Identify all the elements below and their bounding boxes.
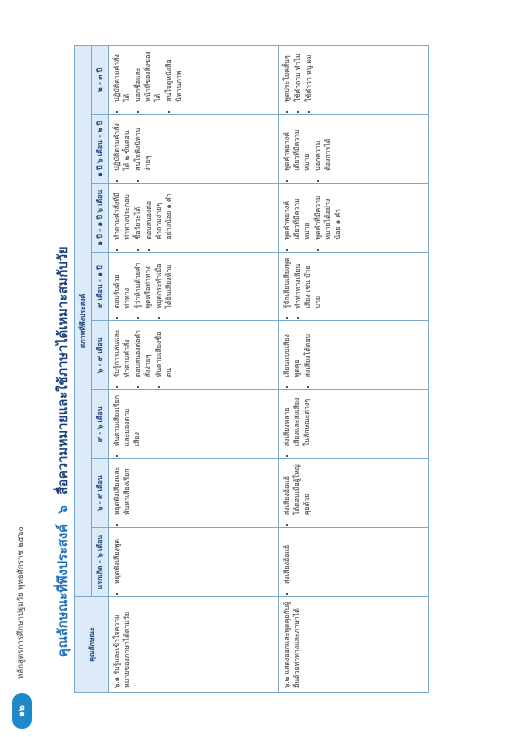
- stage-item: • บอกชื่อและหน้าที่ของสิ่งของได้: [133, 50, 163, 102]
- stage-item: • รู้ว่าห้ามด้วยคำพูดหรือท่าทาง: [133, 257, 153, 309]
- stage-item: • เลียนแบบเสียงพูดคุย: [282, 326, 302, 378]
- stage-cell: [109, 459, 279, 528]
- stage-item: • รับรู้การเล่นและทำตามคำสั่ง: [112, 326, 132, 378]
- page-title: [52, 246, 73, 657]
- stage-item: • พูดประโยคสั้นๆ: [282, 50, 292, 102]
- development-table: [74, 45, 429, 693]
- stage-item: • หันตามเสียงเรียกและมองตามเสียง: [112, 394, 142, 446]
- stage-cell: [279, 390, 429, 459]
- stage-item: • หยุดฟังเสียงและหันหาเสียงเรียก: [112, 463, 132, 515]
- stage-cell: [279, 321, 429, 390]
- header-feature: คุณลักษณะ: [75, 597, 109, 693]
- stage-item: • ใช้คำว่า หนู ผม: [304, 50, 314, 102]
- stage-item: • ตอบรับด้วยท่าทาง: [112, 257, 132, 309]
- stage-cell: [279, 252, 429, 321]
- age-header: ๙ - ๖ เดือน: [92, 390, 109, 459]
- stage-item: • หยุดกระทำเมื่อได้ยินเสียงห้าม: [154, 257, 174, 309]
- stage-cell: [109, 321, 279, 390]
- title-prefix: คุณลักษณะที่พึงประสงค์: [56, 524, 71, 657]
- stage-item: • ปฏิบัติตามคำสั่งได้: [112, 50, 132, 102]
- stage-cell: [109, 252, 279, 321]
- feature-cell: ๖.๑ รับรู้และเข้าใจความหมายของภาษาได้ตามวัย: [109, 597, 279, 693]
- stage-item: • ทำท่าทางเลียนเสียง เช่น บ๊ายบาย: [293, 257, 323, 309]
- stage-item: • ชี้อวัยวะได้: [133, 188, 143, 240]
- stage-cell: [109, 183, 279, 252]
- stage-item: • พูดคำที่มีความหมายได้อย่างน้อย ๑ คำ: [313, 188, 343, 240]
- stage-item: • ส่งเสียงโต้ตอบ: [303, 326, 313, 378]
- age-header: ๖ - ๙ เดือน: [92, 321, 109, 390]
- age-header: ๖ - ๙ เดือน: [92, 459, 109, 528]
- stage-item: • ส่งเสียงหลายเสียงและส่งเสียงในลักษณะต่างๆ: [282, 394, 312, 446]
- stage-item: • พูดคำพยางค์เดียวที่มีความหมาย: [282, 188, 312, 240]
- stage-item: • สนใจดูหนังสือนิทานภาพ: [164, 50, 184, 102]
- title-rest: สื่อความหมายและใช้ภาษาได้เหมาะสมกับวัย: [56, 246, 71, 495]
- page-footer: [0, 0, 44, 737]
- stage-item: • พูดคำพยางค์เดียวที่มีความหมาย: [282, 119, 312, 171]
- table-row: [109, 46, 279, 693]
- stage-cell: [109, 114, 279, 183]
- stage-item: • ส่งเสียงอ้อแอ้: [282, 532, 292, 584]
- age-header: ๑ ปี ๖ เดือน - ๒ ปี: [92, 114, 109, 183]
- stage-item: • ใช้คำถาม ทำไม: [293, 50, 303, 102]
- stage-cell: [109, 390, 279, 459]
- title-number: ๖: [56, 505, 71, 514]
- stage-item: • ส่งเสียงอ้อแอ้โต้ตอบเมื่อผู้ใหญ่คุยด้วย: [282, 463, 312, 515]
- feature-cell: ๖.๒ แสดงออกและพูดคุยกับผู้อื่นด้วยท่าทางและภาษาได้: [279, 597, 429, 693]
- age-header: ๒ - ๓ ปี: [92, 46, 109, 115]
- header-group: สภาพที่พึงประสงค์: [75, 46, 92, 597]
- age-header: แรกเกิด - ๖ เดือน: [92, 528, 109, 597]
- stage-item: • รู้จักเลียนเสียงพูด: [282, 257, 292, 309]
- age-header: ๑ ปี - ๑ ปี ๖ เดือน: [92, 183, 109, 252]
- age-header: ๙ เดือน - ๑ ปี: [92, 252, 109, 321]
- page-number-badge: ๑๒: [12, 693, 32, 729]
- stage-cell: [109, 528, 279, 597]
- stage-cell: [109, 46, 279, 115]
- stage-cell: [279, 46, 429, 115]
- stage-item: • ปฏิบัติตามคำสั่งได้ ๒ ขั้นตอน: [112, 119, 132, 171]
- stage-item: • หยุดฟังเสียงพูด: [112, 532, 122, 584]
- stage-item: • ทำตามคำสั่งที่มีท่าทางประกอบ: [112, 188, 132, 240]
- stage-cell: [279, 459, 429, 528]
- stage-cell: [279, 528, 429, 597]
- stage-item: • ตอบสนองต่อคำสั่งง่ายๆ: [133, 326, 153, 378]
- stage-item: • บอกความต้องการได้: [313, 119, 333, 171]
- stage-cell: [279, 114, 429, 183]
- book-title: หลักสูตรการศึกษาปฐมวัย พุทธศักราช ๒๕๖๐: [16, 526, 25, 679]
- stage-cell: [279, 183, 429, 252]
- table-row: [279, 46, 429, 693]
- stage-item: • ตอบสนองต่อคำถามง่ายๆ อย่างน้อย ๑ คำ: [144, 188, 174, 240]
- stage-item: • หันตามเสียงชื่อตน: [154, 326, 174, 378]
- stage-item: • สนใจฟังนิทานง่ายๆ: [133, 119, 153, 171]
